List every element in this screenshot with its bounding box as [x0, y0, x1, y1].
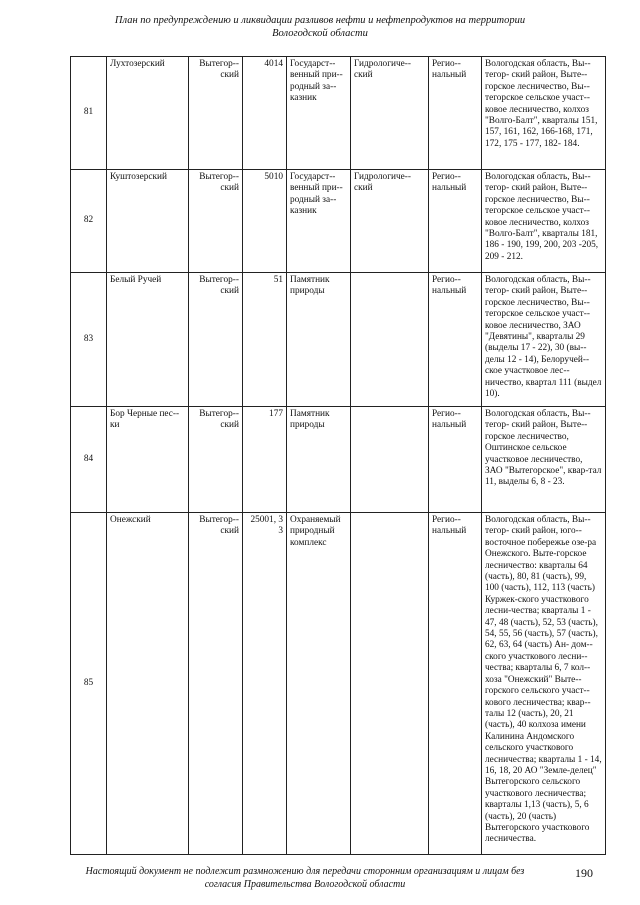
location: Вологодская область, Вы-тегор- ский район, юго-восточное побережье озе-ра Онежского. Выте-горское лесничество: кварталы 64 (часть), 80, 81 (часть), 99, 100 (часть), 112, 113 (часть) Куржек-ского участкового лесни-чества; кварталы 1 - 47, 48 (часть), 52, 53 (часть), 54, 55, 56 (часть), 57 (часть), 62, 63, 64 (часть) Ан- дом-ского участкового лесни-чества; кварталы 6, 7 кол-хоза "Онежский" Выте-горского сельского участ-кового лесничества; квар-талы 12 (часть), 20, 21 (часть), 40 колхоза имени Калинина Андомского сельского участкового лесничества; кварталы 1 - 14, 16, 18, 20 АО "Земле-делец" Вытегорского сельского участкового лесничества; кварталы 1,13 (часть), 5, 6 (часть), 20 (часть) Вытегорского участкового лесничества.: [482, 513, 606, 855]
significance: Регио-нальный: [429, 513, 482, 855]
profile: [351, 513, 429, 855]
area-name: Бор Черные пес-ки: [107, 407, 189, 513]
category: Государст-венный при-родный за-казник: [287, 170, 351, 273]
profile: Гидрологиче-ский: [351, 170, 429, 273]
significance: Регио-нальный: [429, 57, 482, 170]
header-line-1: План по предупреждению и ликвидации разливов нефти и нефтепродуктов на территории: [114, 15, 526, 26]
table-row: [71, 170, 606, 273]
table-row: [71, 57, 606, 170]
area-name: Белый Ручей: [107, 273, 189, 407]
document-footer: [70, 866, 540, 891]
table-row: [71, 273, 606, 407]
document-header: [0, 14, 640, 40]
row-number: 81: [71, 57, 107, 170]
area-size: 5010: [243, 170, 287, 273]
header-line-2: Вологодской области: [272, 28, 368, 39]
area-name: Лухтозерский: [107, 57, 189, 170]
category: Памятник природы: [287, 273, 351, 407]
location: Вологодская область, Вы-тегор- ский район, Выте-горское лесничество, Вы-тегорское сельское участ-ковое лесничество, колхоз "Волго-Балт", кварталы 181, 186 - 190, 199, 200, 203 -205, 209 - 212.: [482, 170, 606, 273]
significance: Регио-нальный: [429, 170, 482, 273]
footer-line-1: Настоящий документ не подлежит размножению для передачи сторонним организациям и лицам без: [85, 866, 525, 877]
page-number: 190: [575, 866, 593, 880]
row-number: 84: [71, 407, 107, 513]
row-number: 82: [71, 170, 107, 273]
row-number: 83: [71, 273, 107, 407]
category: Памятник природы: [287, 407, 351, 513]
footer-line-2: согласия Правительства Вологодской области: [204, 878, 406, 890]
area-size: 4014: [243, 57, 287, 170]
significance: Регио-нальный: [429, 273, 482, 407]
profile: [351, 273, 429, 407]
area-name: Онежский: [107, 513, 189, 855]
district: Вытегор-ский: [189, 170, 243, 273]
area-size: 177: [243, 407, 287, 513]
table-row: [71, 513, 606, 855]
district: Вытегор-ский: [189, 407, 243, 513]
area-name: Куштозерский: [107, 170, 189, 273]
district: Вытегор-ский: [189, 273, 243, 407]
location: Вологодская область, Вы-тегор- ский район, Выте-горское лесничество, Вы-тегорское сельское участ-ковое лесничество, колхоз "Волго-Балт", кварталы 151, 157, 161, 162, 166-168, 171, 172, 175 - 177, 182- 184.: [482, 57, 606, 170]
area-size: 51: [243, 273, 287, 407]
location: Вологодская область, Вы-тегор- ский район, Выте-горское лесничество, Оштинское сельское участковое лесничество, ЗАО "Вытегорское", квар-тал 11, выделы 6, 8 - 23.: [482, 407, 606, 513]
area-size: 25001, 3 3: [243, 513, 287, 855]
profile: Гидрологиче-ский: [351, 57, 429, 170]
table-row: [71, 407, 606, 513]
category: Государст-венный при-родный за-казник: [287, 57, 351, 170]
row-number: 85: [71, 513, 107, 855]
location: Вологодская область, Вы-тегор- ский район, Выте-горское лесничество, Вы-тегорское сельское участ-ковое лесничество, ЗАО "Девятины", кварталы 29 (выделы 17 - 22), 30 (вы-делы 12 - 14), Белоручей-ское участковое лес-ничество, квартал 111 (выдел 10).: [482, 273, 606, 407]
district: Вытегор-ский: [189, 513, 243, 855]
profile: [351, 407, 429, 513]
protected-areas-table: [70, 56, 606, 855]
significance: Регио-нальный: [429, 407, 482, 513]
district: Вытегор-ский: [189, 57, 243, 170]
category: Охраняемый природный комплекс: [287, 513, 351, 855]
